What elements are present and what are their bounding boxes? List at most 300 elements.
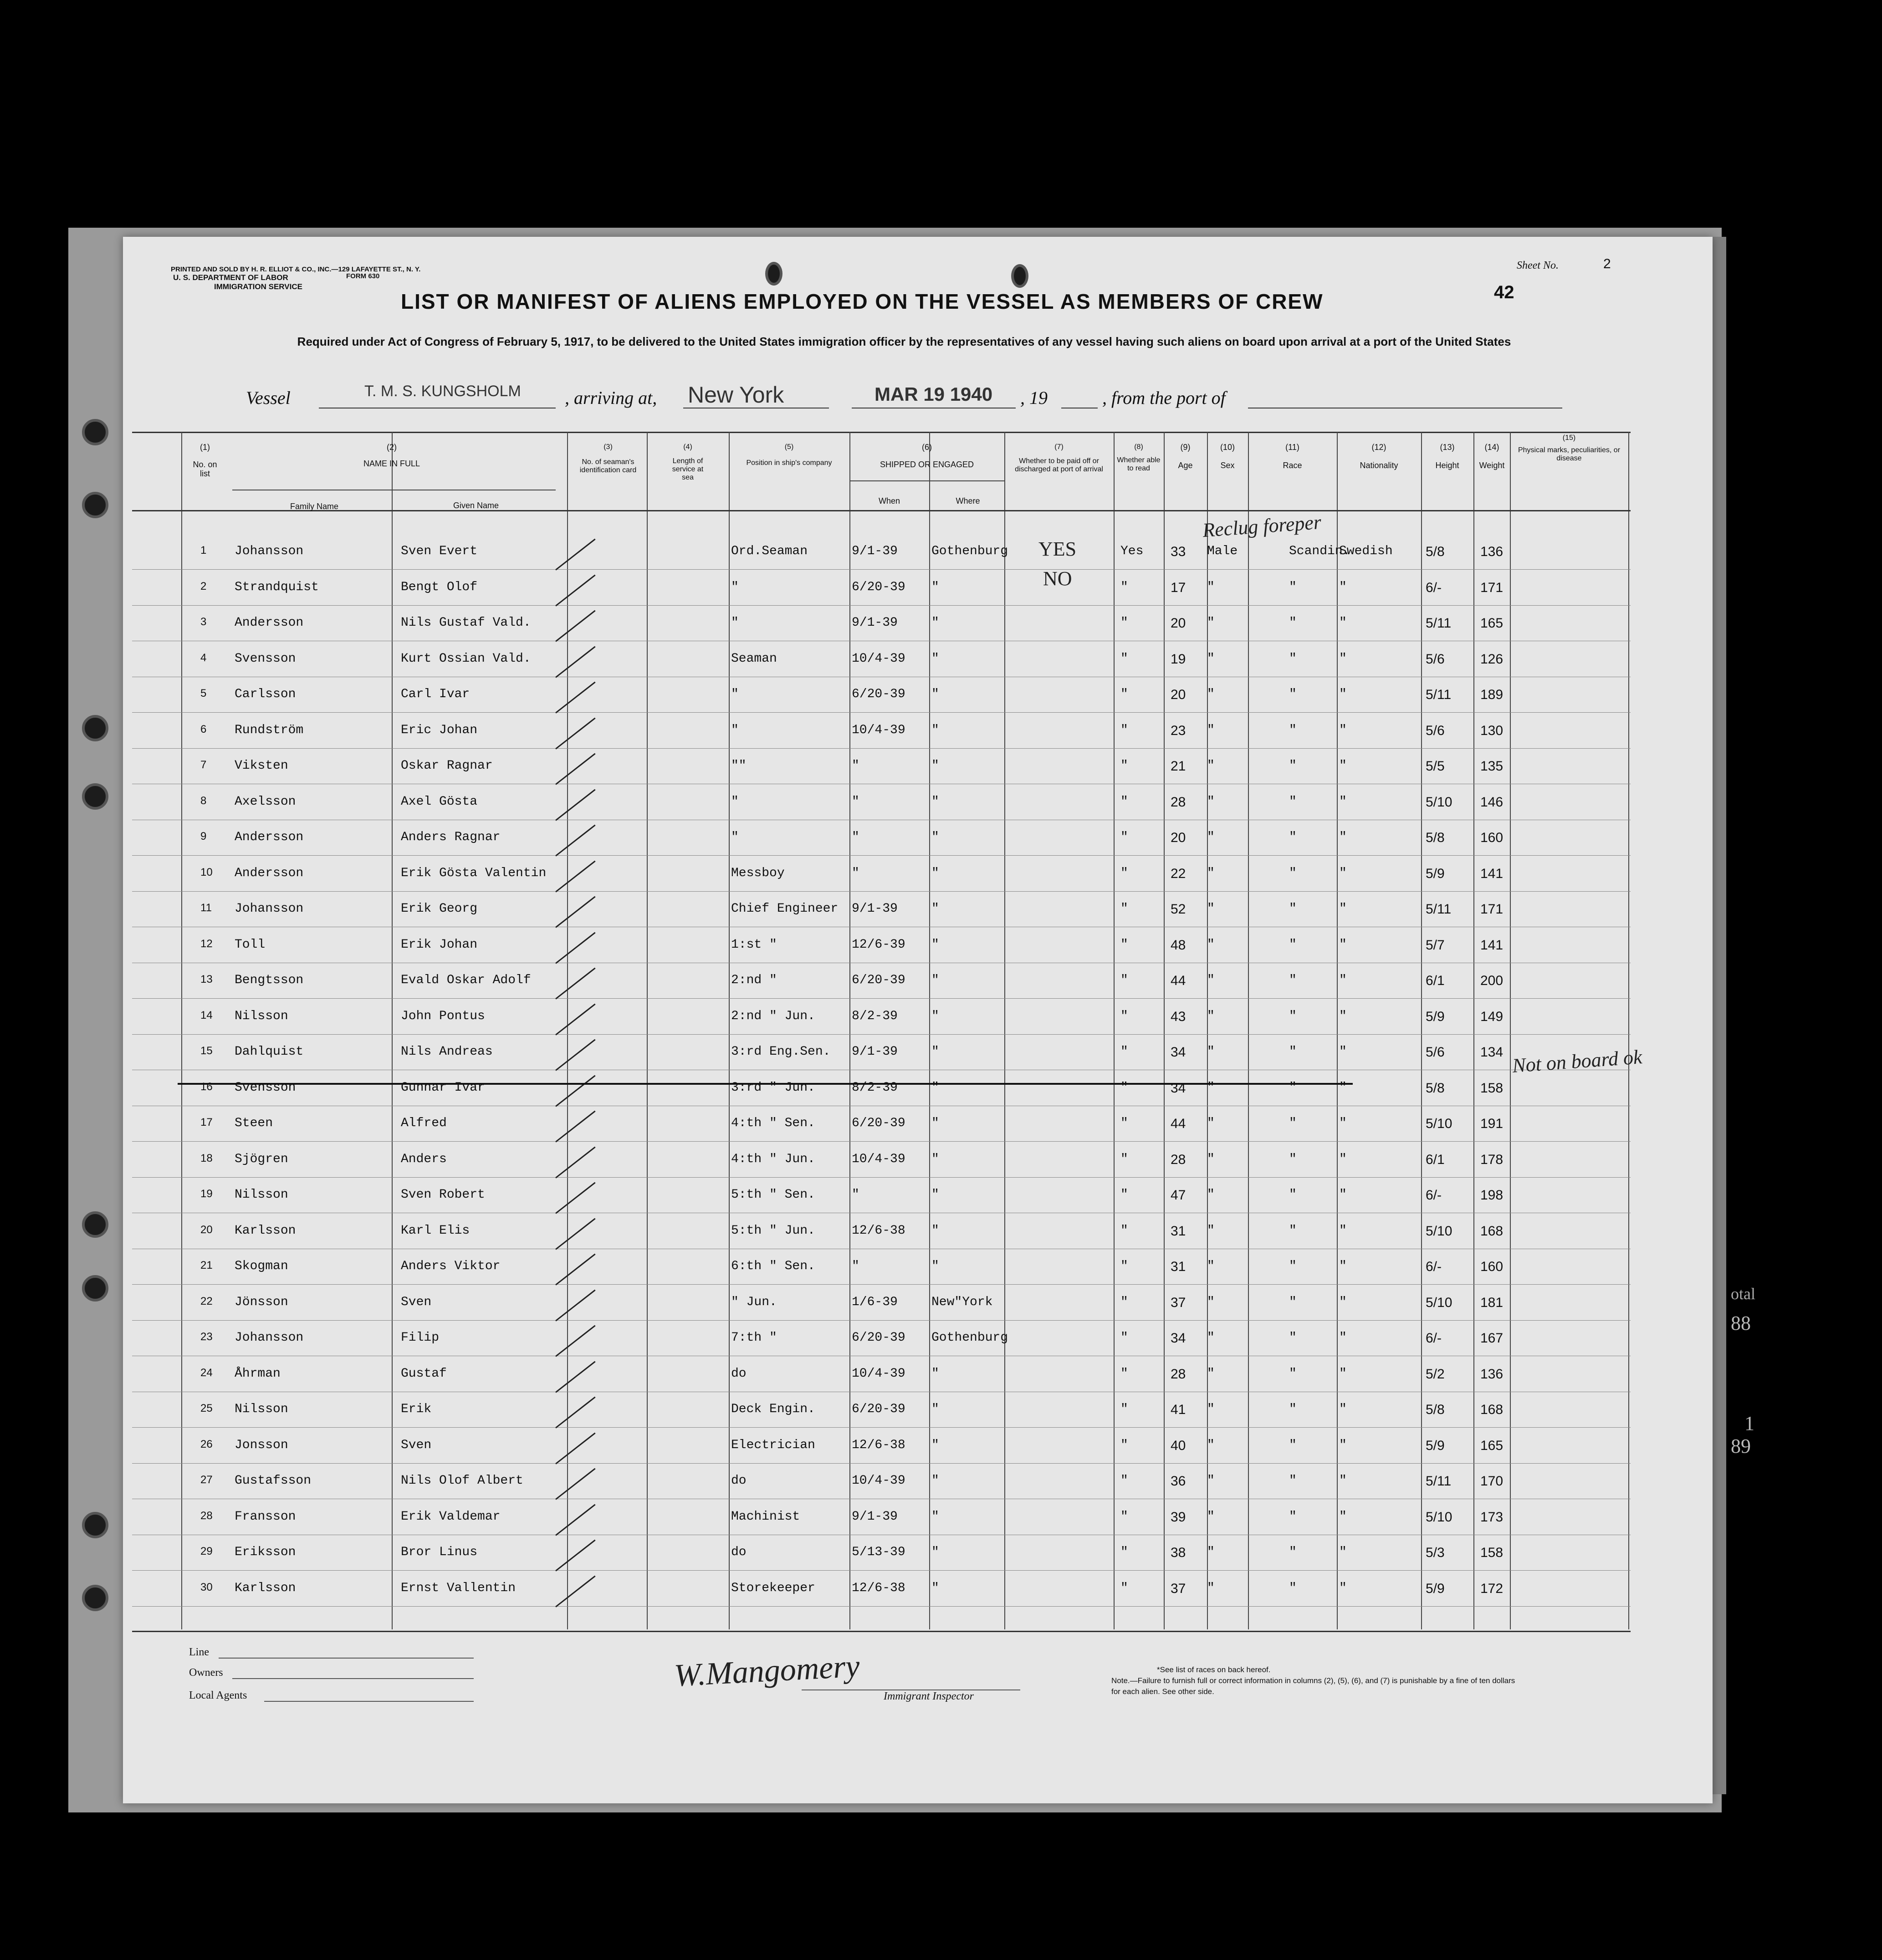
row-height: 6/- [1426, 580, 1442, 595]
row-age: 22 [1171, 866, 1186, 881]
row-race: " [1289, 1510, 1297, 1524]
row-able-to-read: " [1120, 1295, 1128, 1309]
row-family-name: Svensson [235, 1081, 296, 1095]
col13-number: (13) [1440, 443, 1455, 452]
row-shipped-where: " [931, 938, 939, 952]
row-list-number: 12 [200, 938, 213, 950]
row-given-name: Eric Johan [401, 723, 478, 737]
row-age: 34 [1171, 1045, 1186, 1060]
col-divider [849, 432, 850, 1629]
col11-header [1250, 443, 1335, 470]
family-name-header: Family Name [290, 502, 338, 511]
row-nationality: " [1339, 1474, 1347, 1488]
col12-number: (12) [1371, 443, 1386, 452]
row-race: " [1289, 1367, 1297, 1381]
row-separator [132, 1570, 1631, 1571]
row-given-name: Erik Gösta Valentin [401, 866, 547, 880]
row-age: 48 [1171, 938, 1186, 953]
row-age: 41 [1171, 1402, 1186, 1417]
row-shipped-where: " [931, 973, 939, 987]
col-divider [181, 432, 182, 1629]
row-shipped-where: " [931, 795, 939, 809]
row-family-name: Andersson [235, 616, 304, 630]
row-nationality: " [1339, 1581, 1347, 1595]
row-age: 52 [1171, 902, 1186, 917]
row-separator [132, 891, 1631, 892]
row-position: Ord.Seaman [731, 544, 808, 558]
row-weight: 170 [1480, 1474, 1504, 1489]
row-height: 5/8 [1426, 544, 1445, 559]
row-height: 5/5 [1426, 759, 1445, 774]
col5-header [731, 443, 847, 467]
row-sex: " [1207, 1009, 1215, 1023]
row-family-name: Jonsson [235, 1438, 288, 1452]
row-sex: " [1207, 1545, 1215, 1559]
col-divider [567, 432, 568, 1629]
col1-header [187, 443, 223, 478]
row-family-name: Bengtsson [235, 973, 304, 987]
row-height: 5/10 [1426, 795, 1452, 810]
row-position: "" [731, 759, 747, 773]
row-able-to-read: " [1120, 1367, 1128, 1381]
col-divider [1421, 432, 1422, 1629]
row-weight: 136 [1480, 544, 1504, 559]
col6-label: SHIPPED OR ENGAGED [880, 460, 974, 469]
row-separator [132, 569, 1631, 570]
col8-header [1116, 443, 1161, 473]
row-position: Messboy [731, 866, 785, 880]
row-age: 28 [1171, 1152, 1186, 1167]
row-family-name: Sjögren [235, 1152, 288, 1166]
row-weight: 181 [1480, 1295, 1504, 1310]
local-agents-label: Local Agents [189, 1689, 247, 1701]
row-weight: 141 [1480, 866, 1504, 881]
row-list-number: 2 [200, 580, 207, 592]
margin-88: 88 [1731, 1312, 1751, 1334]
row-given-name: Anders Ragnar [401, 830, 501, 844]
row-position: do [731, 1367, 747, 1381]
row-list-number: 27 [200, 1474, 213, 1486]
row-shipped-when: 5/13-39 [852, 1545, 905, 1559]
sheet-number: 2 [1603, 256, 1611, 271]
row-given-name: Sven [401, 1438, 432, 1452]
row-list-number: 30 [200, 1581, 213, 1593]
vessel-name: T. M. S. KUNGSHOLM [364, 383, 521, 400]
row-shipped-when: 6/20-39 [852, 687, 905, 701]
binder-hole [82, 1211, 108, 1238]
row-shipped-when: " [852, 1188, 859, 1202]
row-weight: 167 [1480, 1331, 1504, 1346]
row-shipped-when: 10/4-39 [852, 652, 905, 666]
row-sex: " [1207, 902, 1215, 916]
row-race: " [1289, 1259, 1297, 1273]
row-height: 5/8 [1426, 1081, 1445, 1096]
row-list-number: 10 [200, 866, 213, 878]
row-height: 6/1 [1426, 1152, 1445, 1167]
row-separator [132, 1034, 1631, 1035]
row-nationality: " [1339, 1081, 1347, 1095]
row-race: " [1289, 1331, 1297, 1345]
row-shipped-where: " [931, 1081, 939, 1095]
row-able-to-read: " [1120, 1081, 1128, 1095]
row-position: Storekeeper [731, 1581, 815, 1595]
row-able-to-read: " [1120, 1438, 1128, 1452]
row-able-to-read: " [1120, 1259, 1128, 1273]
row-position: " [731, 687, 739, 701]
row-list-number: 28 [200, 1510, 213, 1522]
inspector-label: Immigrant Inspector [884, 1690, 974, 1702]
row-family-name: Strandquist [235, 580, 319, 594]
col-divider [1473, 432, 1474, 1629]
row-sex: " [1207, 652, 1215, 666]
row-shipped-when: 6/20-39 [852, 1331, 905, 1345]
row-weight: 168 [1480, 1224, 1504, 1239]
arriving-label: , arriving at, [565, 388, 657, 408]
row-list-number: 16 [200, 1081, 213, 1093]
row-race: " [1289, 687, 1297, 701]
shipped-where-header: Where [956, 496, 980, 505]
row-race: " [1289, 1474, 1297, 1488]
row-able-to-read: " [1120, 1045, 1128, 1059]
row-separator [132, 1177, 1631, 1178]
row-position: 3:rd Eng.Sen. [731, 1045, 831, 1059]
row-race: " [1289, 938, 1297, 952]
row-weight: 130 [1480, 723, 1504, 738]
row-age: 17 [1171, 580, 1186, 595]
row-list-number: 26 [200, 1438, 213, 1450]
document-subtitle: Required under Act of Congress of February 5, 1917, to be delivered to the United States immigration officer by the representatives of any vessel having such aliens on board upon arrival at a port of the United States [297, 335, 1511, 348]
row-list-number: 8 [200, 795, 207, 807]
row-age: 28 [1171, 795, 1186, 810]
row-age: 34 [1171, 1331, 1186, 1346]
row-shipped-where: " [931, 759, 939, 773]
row-shipped-where: Gothenburg [931, 1331, 1008, 1345]
col-divider [1248, 432, 1249, 1629]
row-height: 5/6 [1426, 723, 1445, 738]
row-height: 5/7 [1426, 938, 1445, 953]
row-able-to-read: " [1120, 723, 1128, 737]
row-nationality: " [1339, 652, 1347, 666]
row-able-to-read: " [1120, 1188, 1128, 1202]
col-divider [729, 432, 730, 1629]
row-family-name: Steen [235, 1116, 273, 1130]
row-given-name: Alfred [401, 1116, 447, 1130]
row-sex: " [1207, 1224, 1215, 1238]
row-shipped-when: 12/6-39 [852, 938, 905, 952]
footnote-block [1111, 1664, 1521, 1697]
row-shipped-where: " [931, 1402, 939, 1416]
row-height: 5/10 [1426, 1510, 1452, 1525]
row-able-to-read: " [1120, 973, 1128, 987]
row-family-name: Johansson [235, 544, 304, 558]
row-shipped-when: 6/20-39 [852, 1116, 905, 1130]
row-weight: 173 [1480, 1510, 1504, 1525]
row-family-name: Gustafsson [235, 1474, 312, 1488]
row-race: " [1289, 1152, 1297, 1166]
races-note: *See list of races on back hereof. [1157, 1665, 1271, 1674]
row-family-name: Karlsson [235, 1581, 296, 1595]
row-race: " [1289, 1295, 1297, 1309]
row-able-to-read: " [1120, 1331, 1128, 1345]
row-position: 5:th " Jun. [731, 1224, 815, 1238]
row-nationality: " [1339, 723, 1347, 737]
row-shipped-when: " [852, 1259, 859, 1273]
row-list-number: 11 [200, 902, 212, 914]
col15-label: Physical marks, peculiarities, or disease [1518, 446, 1621, 462]
row-separator [132, 1284, 1631, 1285]
row-age: 28 [1171, 1367, 1186, 1382]
row-shipped-where: " [931, 616, 939, 630]
row-race: " [1289, 1438, 1297, 1452]
row-family-name: Johansson [235, 902, 304, 916]
row-race: " [1289, 1224, 1297, 1238]
row-age: 43 [1171, 1009, 1186, 1024]
row-sex: " [1207, 795, 1215, 809]
row-position: 1:st " [731, 938, 777, 952]
row-list-number: 5 [200, 687, 207, 699]
row-shipped-when: " [852, 866, 859, 880]
row-height: 5/9 [1426, 1009, 1445, 1024]
row-weight: 171 [1480, 580, 1504, 595]
row-nationality: " [1339, 1116, 1347, 1130]
col5-number: (5) [784, 443, 794, 451]
owners-label: Owners [189, 1667, 223, 1679]
row-shipped-where: " [931, 687, 939, 701]
row-sex: " [1207, 1295, 1215, 1309]
row-age: 47 [1171, 1188, 1186, 1203]
line-underline [219, 1658, 474, 1659]
row-race: " [1289, 1581, 1297, 1595]
row-shipped-where: " [931, 1152, 939, 1166]
row-able-to-read: " [1120, 1116, 1128, 1130]
row-given-name: Ernst Vallentin [401, 1581, 516, 1595]
row-family-name: Nilsson [235, 1402, 288, 1416]
row-height: 6/- [1426, 1331, 1442, 1346]
row-race: " [1289, 580, 1297, 594]
row-position: 2:nd " [731, 973, 777, 987]
row-age: 40 [1171, 1438, 1186, 1453]
row-race: " [1289, 1009, 1297, 1023]
row-list-number: 23 [200, 1331, 213, 1343]
row-weight: 160 [1480, 830, 1504, 845]
row-shipped-when: 9/1-39 [852, 1045, 898, 1059]
col15-number: (15) [1562, 434, 1576, 442]
printer-line: PRINTED AND SOLD BY H. R. ELLIOT & CO., INC.—129 LAFAYETTE ST., N. Y. [171, 265, 421, 273]
row-nationality: " [1339, 1331, 1347, 1345]
row-position: 7:th " [731, 1331, 777, 1345]
row-shipped-where: " [931, 1510, 939, 1524]
row-shipped-when: 6/20-39 [852, 1402, 905, 1416]
col-divider [392, 432, 393, 1629]
row-race: " [1289, 1081, 1297, 1095]
row-sex: " [1207, 1188, 1215, 1202]
row-nationality: " [1339, 616, 1347, 630]
row-height: 5/11 [1426, 1474, 1452, 1489]
row-given-name: Erik Georg [401, 902, 478, 916]
shipped-split [929, 480, 930, 510]
document-title: LIST OR MANIFEST OF ALIENS EMPLOYED ON THE VESSEL AS MEMBERS OF CREW [401, 290, 1324, 313]
row-race: " [1289, 1116, 1297, 1130]
row-list-number: 3 [200, 616, 207, 628]
row-age: 34 [1171, 1081, 1186, 1096]
row-nationality: " [1339, 973, 1347, 987]
row-position: " [731, 723, 739, 737]
row-shipped-where: " [931, 652, 939, 666]
col11-label: Race [1283, 461, 1302, 470]
row-weight: 198 [1480, 1188, 1504, 1203]
row-nationality: " [1339, 1510, 1347, 1524]
row-nationality: " [1339, 830, 1347, 844]
row-able-to-read: " [1120, 580, 1128, 594]
year-label: , 19 [1020, 388, 1048, 408]
row-able-to-read: " [1120, 1152, 1128, 1166]
page-number: 42 [1494, 282, 1514, 302]
row-shipped-when: 10/4-39 [852, 723, 905, 737]
col5-label: Position in ship's company [746, 459, 832, 467]
row-position: 5:th " Sen. [731, 1188, 815, 1202]
row-race: " [1289, 902, 1297, 916]
row-weight: 165 [1480, 616, 1504, 631]
row-position: " [731, 580, 739, 594]
col15-header [1512, 434, 1626, 463]
row-sex: " [1207, 1438, 1215, 1452]
col6-number: (6) [922, 443, 932, 452]
row-race: " [1289, 652, 1297, 666]
col3-label: No. of seaman's identification card [579, 458, 637, 474]
handwritten-no: NO [1043, 567, 1072, 590]
row-weight: 178 [1480, 1152, 1504, 1167]
arrival-port: New York [688, 382, 784, 408]
row-position: do [731, 1545, 747, 1559]
row-family-name: Dahlquist [235, 1045, 304, 1059]
inspector-signature: W.Mangomery [673, 1649, 861, 1694]
row-position: Electrician [731, 1438, 815, 1452]
row-age: 44 [1171, 973, 1186, 988]
row-sex: " [1207, 973, 1215, 987]
row-sex: " [1207, 616, 1215, 630]
row-position: " [731, 795, 739, 809]
row-shipped-when: 10/4-39 [852, 1474, 905, 1488]
col6-header [852, 443, 1002, 469]
col9-number: (9) [1180, 443, 1191, 452]
row-given-name: John Pontus [401, 1009, 485, 1023]
row-shipped-when: 8/2-39 [852, 1081, 898, 1095]
binder-hole [765, 262, 782, 286]
row-separator [132, 712, 1631, 713]
row-weight: 172 [1480, 1581, 1504, 1596]
given-name-header: Given Name [453, 501, 499, 510]
row-nationality: " [1339, 1259, 1347, 1273]
binder-hole [82, 715, 108, 741]
row-able-to-read: " [1120, 1402, 1128, 1416]
row-list-number: 25 [200, 1402, 213, 1414]
row-able-to-read: " [1120, 1510, 1128, 1524]
row-position: " [731, 616, 739, 630]
row-race: Scandin. [1289, 544, 1350, 558]
row-race: " [1289, 795, 1297, 809]
row-height: 6/- [1426, 1188, 1442, 1203]
row-shipped-where: " [931, 1367, 939, 1381]
row-sex: " [1207, 830, 1215, 844]
binder-hole [1011, 264, 1028, 288]
row-weight: 158 [1480, 1081, 1504, 1096]
row-weight: 189 [1480, 687, 1504, 702]
col-divider [1628, 432, 1629, 1629]
row-able-to-read: " [1120, 1474, 1128, 1488]
row-race: " [1289, 1545, 1297, 1559]
row-weight: 200 [1480, 973, 1504, 988]
row-position: 4:th " Jun. [731, 1152, 815, 1166]
col2-number: (2) [387, 443, 397, 452]
row-list-number: 17 [200, 1116, 213, 1128]
line-label: Line [189, 1646, 209, 1658]
row-nationality: Swedish [1339, 544, 1393, 558]
row-sex: " [1207, 1331, 1215, 1345]
row-nationality: " [1339, 1295, 1347, 1309]
row-shipped-when: 1/6-39 [852, 1295, 898, 1309]
row-able-to-read: Yes [1120, 544, 1144, 558]
row-height: 5/11 [1426, 902, 1452, 917]
col9-label: Age [1178, 461, 1193, 470]
handwritten-annotation-row16: Not on board ok [1511, 1046, 1643, 1077]
row-list-number: 14 [200, 1009, 213, 1021]
row-separator [132, 1141, 1631, 1142]
col8-number: (8) [1134, 443, 1143, 451]
row-shipped-where: " [931, 1224, 939, 1238]
row-height: 5/10 [1426, 1224, 1452, 1239]
row-given-name: Nils Olof Albert [401, 1474, 523, 1488]
col7-label: Whether to be paid off or discharged at port of arrival [1015, 457, 1103, 473]
row-sex: " [1207, 1367, 1215, 1381]
row-height: 5/3 [1426, 1545, 1445, 1560]
row-age: 20 [1171, 687, 1186, 702]
row-age: 20 [1171, 616, 1186, 631]
row-given-name: Bengt Olof [401, 580, 478, 594]
row-shipped-when: " [852, 759, 859, 773]
row-height: 5/6 [1426, 652, 1445, 667]
col-divider [1164, 432, 1165, 1629]
row-sex: " [1207, 1581, 1215, 1595]
row-height: 6/1 [1426, 973, 1445, 988]
row-able-to-read: " [1120, 902, 1128, 916]
row-age: 33 [1171, 544, 1186, 559]
row-given-name: Bror Linus [401, 1545, 478, 1559]
row-shipped-where: " [931, 1188, 939, 1202]
row-shipped-where: " [931, 1259, 939, 1273]
row-sex: " [1207, 1152, 1215, 1166]
row-list-number: 29 [200, 1545, 213, 1557]
row-given-name: Axel Gösta [401, 795, 478, 809]
sheet-label: Sheet No. [1517, 260, 1559, 271]
row-family-name: Fransson [235, 1510, 296, 1524]
row-list-number: 6 [200, 723, 207, 735]
row-family-name: Nilsson [235, 1009, 288, 1023]
row-sex: " [1207, 1402, 1215, 1416]
row-shipped-when: 8/2-39 [852, 1009, 898, 1023]
row-sex: " [1207, 759, 1215, 773]
row-shipped-where: " [931, 1474, 939, 1488]
row-given-name: Nils Andreas [401, 1045, 493, 1059]
row-list-number: 20 [200, 1224, 213, 1236]
row-age: 31 [1171, 1259, 1186, 1274]
owners-underline [232, 1678, 474, 1679]
row-sex: " [1207, 580, 1215, 594]
row-race: " [1289, 616, 1297, 630]
col1-number: (1) [200, 443, 210, 452]
row-age: 37 [1171, 1295, 1186, 1310]
row-race: " [1289, 1188, 1297, 1202]
col13-label: Height [1435, 461, 1459, 470]
